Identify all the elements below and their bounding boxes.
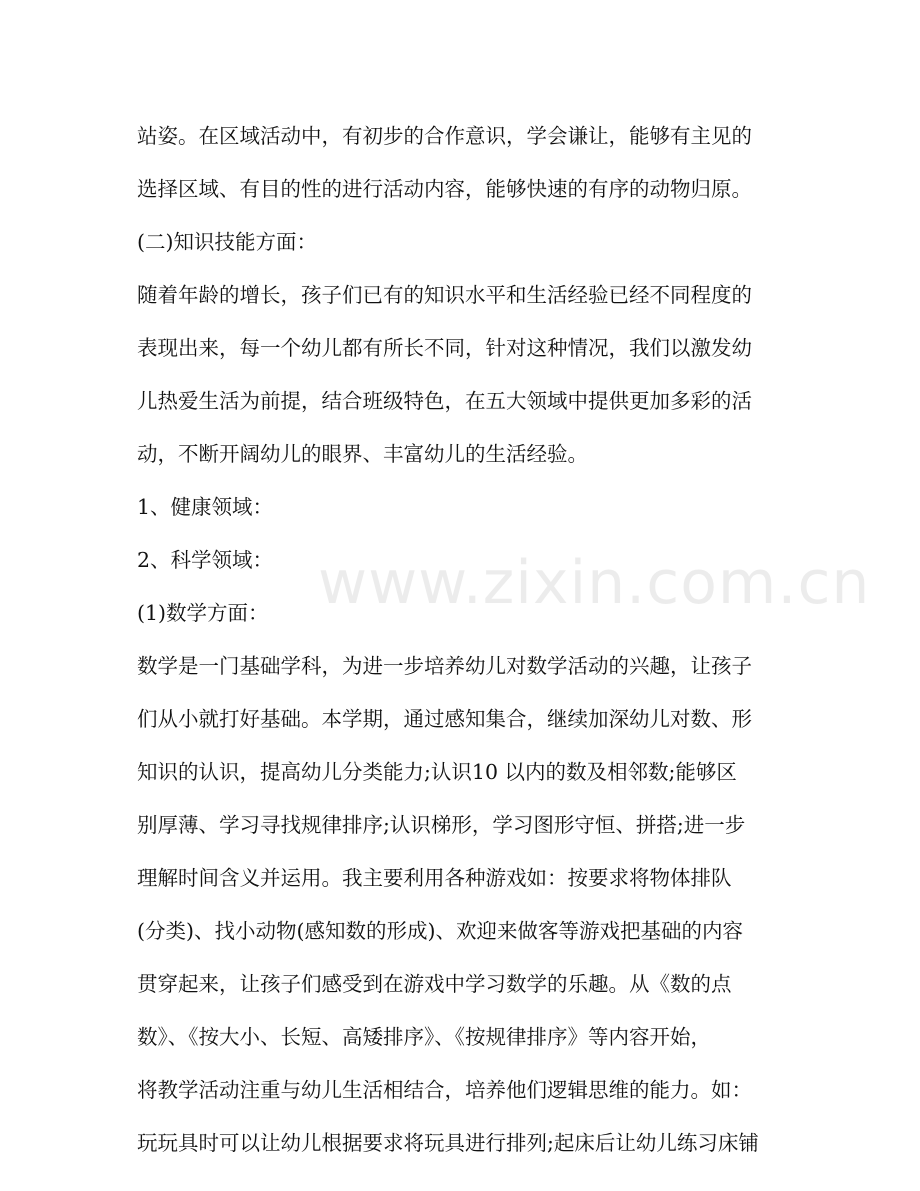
text-line: 们从小就打好基础。本学期，通过感知集合，继续加深幼儿对数、形 <box>137 707 752 731</box>
text-line: 数学是一门基础学科，为进一步培养幼儿对数学活动的兴趣，让孩子 <box>137 654 752 678</box>
text-line: 随着年龄的增长，孩子们已有的知识水平和生活经验已经不同程度的 <box>137 283 752 307</box>
text-line: 玩玩具时可以让幼儿根据要求将玩具进行排列;起床后让幼儿练习床铺 <box>137 1131 759 1155</box>
text-line: 数》、《按大小、长短、高矮排序》、《按规律排序》等内容开始， <box>137 1025 711 1049</box>
text-line: 站姿。在区域活动中，有初步的合作意识，学会谦让，能够有主见的 <box>137 124 752 148</box>
text-line: 理解时间含义并运用。我主要利用各种游戏如：按要求将物体排队 <box>137 866 732 890</box>
text-line: 别厚薄、学习寻找规律排序;认识梯形，学习图形守恒、拼搭;进一步 <box>137 813 746 837</box>
text-line: 动，不断开阔幼儿的眼界、丰富幼儿的生活经验。 <box>137 442 588 466</box>
list-heading: 2、科学领域： <box>137 548 274 572</box>
text-line: (分类)、找小动物(感知数的形成)、欢迎来做客等游戏把基础的内容 <box>137 919 743 943</box>
sub-heading: (1)数学方面： <box>137 601 269 625</box>
text-line: 表现出来，每一个幼儿都有所长不同，针对这种情况，我们以激发幼 <box>137 336 752 360</box>
text-line: 将教学活动注重与幼儿生活相结合，培养他们逻辑思维的能力。如： <box>137 1078 752 1102</box>
body-text <box>137 110 777 1170</box>
watermark: www.zixin.com.cn <box>318 548 871 618</box>
text-line: 知识的认识，提高幼儿分类能力;认识10 以内的数及相邻数;能够区 <box>137 760 737 784</box>
list-heading: 1、健康领域： <box>137 495 274 519</box>
text-line: 儿热爱生活为前提，结合班级特色，在五大领域中提供更加多彩的活 <box>137 389 752 413</box>
text-line: 选择区域、有目的性的进行活动内容，能够快速的有序的动物归原。 <box>137 177 752 201</box>
text-line: 贯穿起来，让孩子们感受到在游戏中学习数学的乐趣。从《数的点 <box>137 972 732 996</box>
section-heading: (二)知识技能方面： <box>137 230 317 254</box>
